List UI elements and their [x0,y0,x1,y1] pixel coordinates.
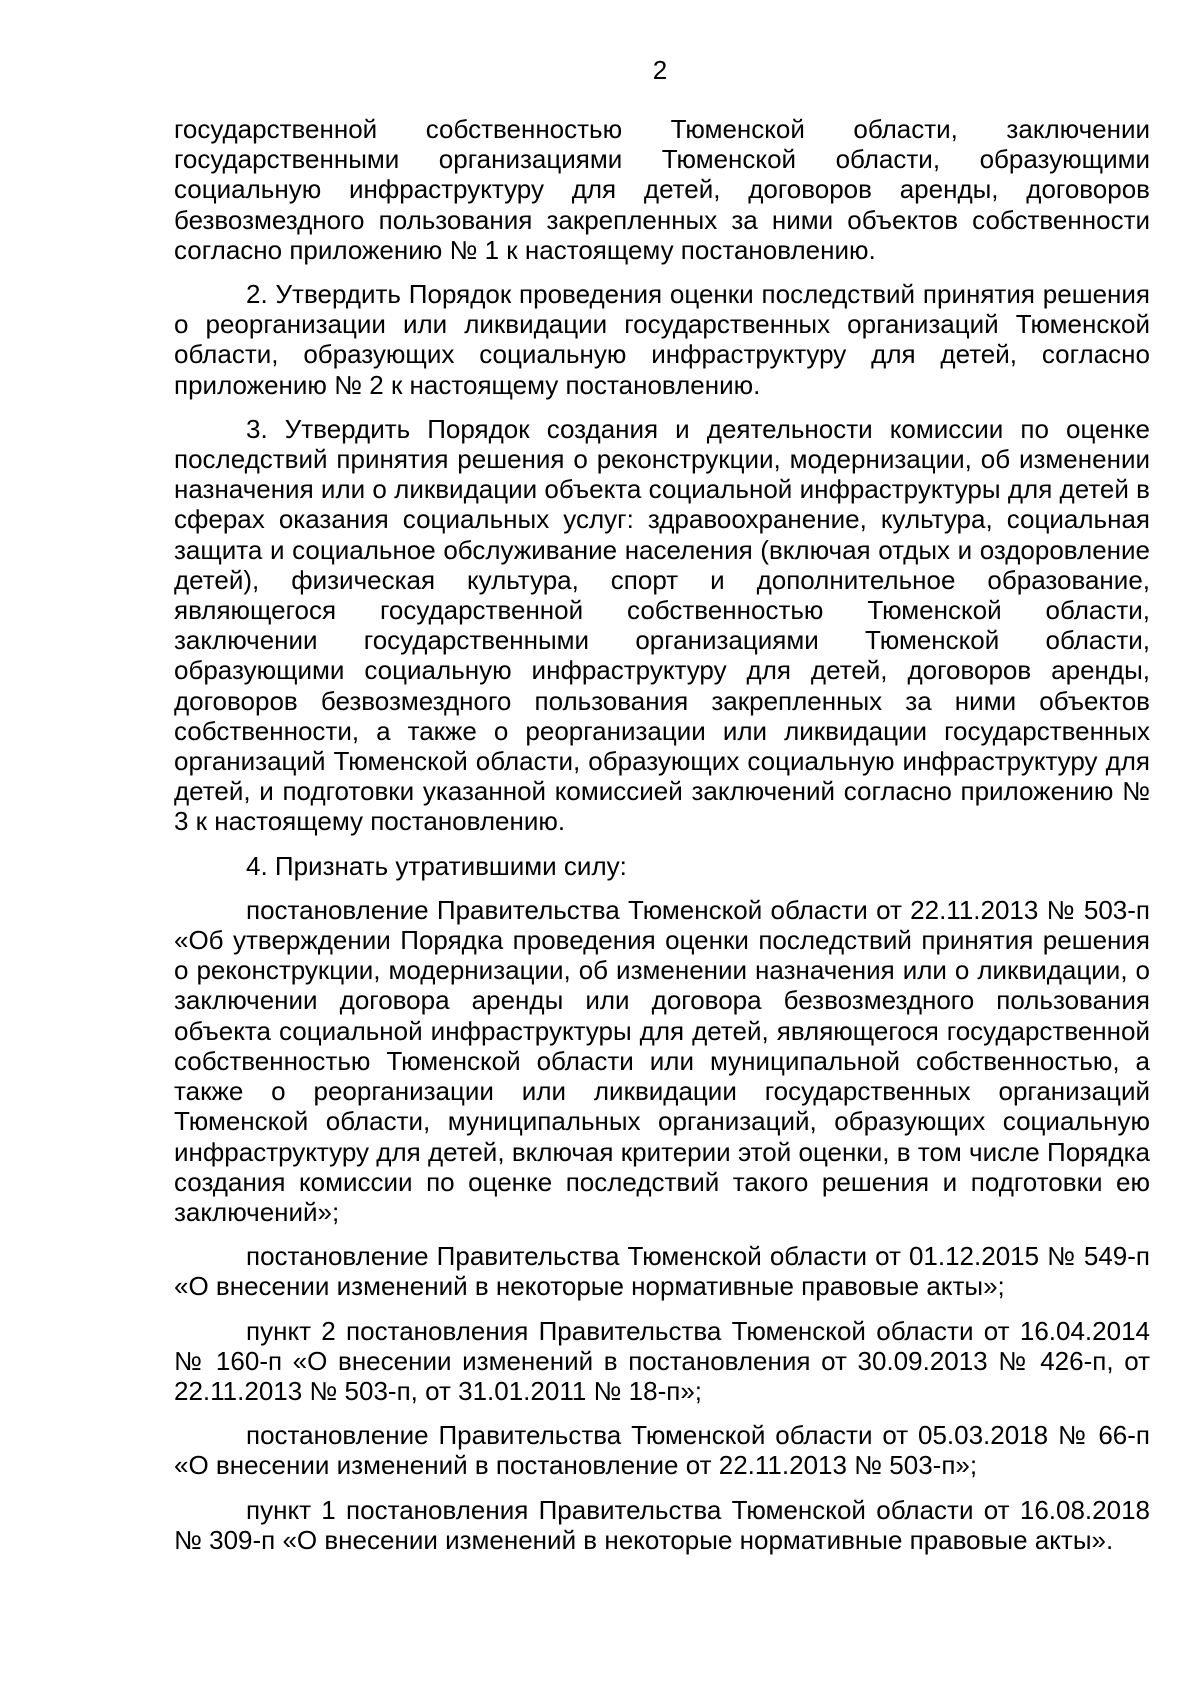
paragraph-repeal-2: постановление Правительства Тюменской области от 01.12.2015 № 549-п «О внесении изменений в некоторые нормативные правовые акты»; [174,1241,1150,1302]
document-body [174,114,1150,1555]
paragraph-repeal-5: пункт 1 постановления Правительства Тюменской области от 16.08.2018 № 309-п «О внесении изменений в некоторые нормативные правовые акты». [174,1494,1150,1555]
paragraph-repeal-3: пункт 2 постановления Правительства Тюменской области от 16.04.2014 № 160-п «О внесении изменений в постановления от 30.09.2013 № 426-п, от 22.11.2013 № 503-п, от 31.01.2011 № 18-п»; [174,1315,1150,1406]
page-number: 2 [652,55,668,85]
paragraph-item-2: 2. Утвердить Порядок проведения оценки последствий принятия решения о реорганизации или ликвидации государственных организаций Тюменской области, образующих социальную инфраструктуру для детей, согласно приложению № 2 к настоящему постановлению. [174,279,1150,400]
paragraph-item-3: 3. Утвердить Порядок создания и деятельности комиссии по оценке последствий принятия решения о реконструкции, модернизации, об изменении назначения или о ликвидации объекта социальной инфраструктуры для детей в сферах оказания социальных услуг: здравоохранение, культура, социальная защита и социальное обслуживание населения (включая отдых и оздоровление детей), физическая культура, спорт и дополнительное образование, являющегося государственной собственностью Тюменской области, заключении государственными организациями Тюменской области, образующими социальную инфраструктуру для детей, договоров аренды, договоров безвозмездного пользования закрепленных за ними объектов собственности, а также о реорганизации или ликвидации государственных организаций Тюменской области, образующих социальную инфраструктуру для детей, и подготовки указанной комиссией заключений согласно приложению № 3 к настоящему постановлению. [174,413,1150,837]
paragraph-repeal-1: постановление Правительства Тюменской области от 22.11.2013 № 503-п «Об утверждении Порядка проведения оценки последствий принятия решения о реконструкции, модернизации, об изменении назначения или о ликвидации, о заключении договора аренды или договора безвозмездного пользования объекта социальной инфраструктуры для детей, являющегося государственной собственностью Тюменской области или муниципальной собственностью, а также о реорганизации или ликвидации государственных организаций Тюменской области, муниципальных организаций, образующих социальную инфраструктуру для детей, включая критерии этой оценки, в том числе Порядка создания комиссии по оценке последствий такого решения и подготовки ею заключений»; [174,894,1150,1227]
paragraph-item-4: 4. Признать утратившими силу: [246,850,627,881]
paragraph-continuation: государственной собственностью Тюменской области, заключении государственными организациями Тюменской области, образующими социальную инфраструктуру для детей, договоров аренды, договоров безвозмездного пользования закрепленных за ними объектов собственности согласно приложению № 1 к настоящему постановлению. [174,114,1150,265]
paragraph-repeal-4: постановление Правительства Тюменской области от 05.03.2018 № 66-п «О внесении изменений в постановление от 22.11.2013 № 503-п»; [174,1420,1150,1481]
